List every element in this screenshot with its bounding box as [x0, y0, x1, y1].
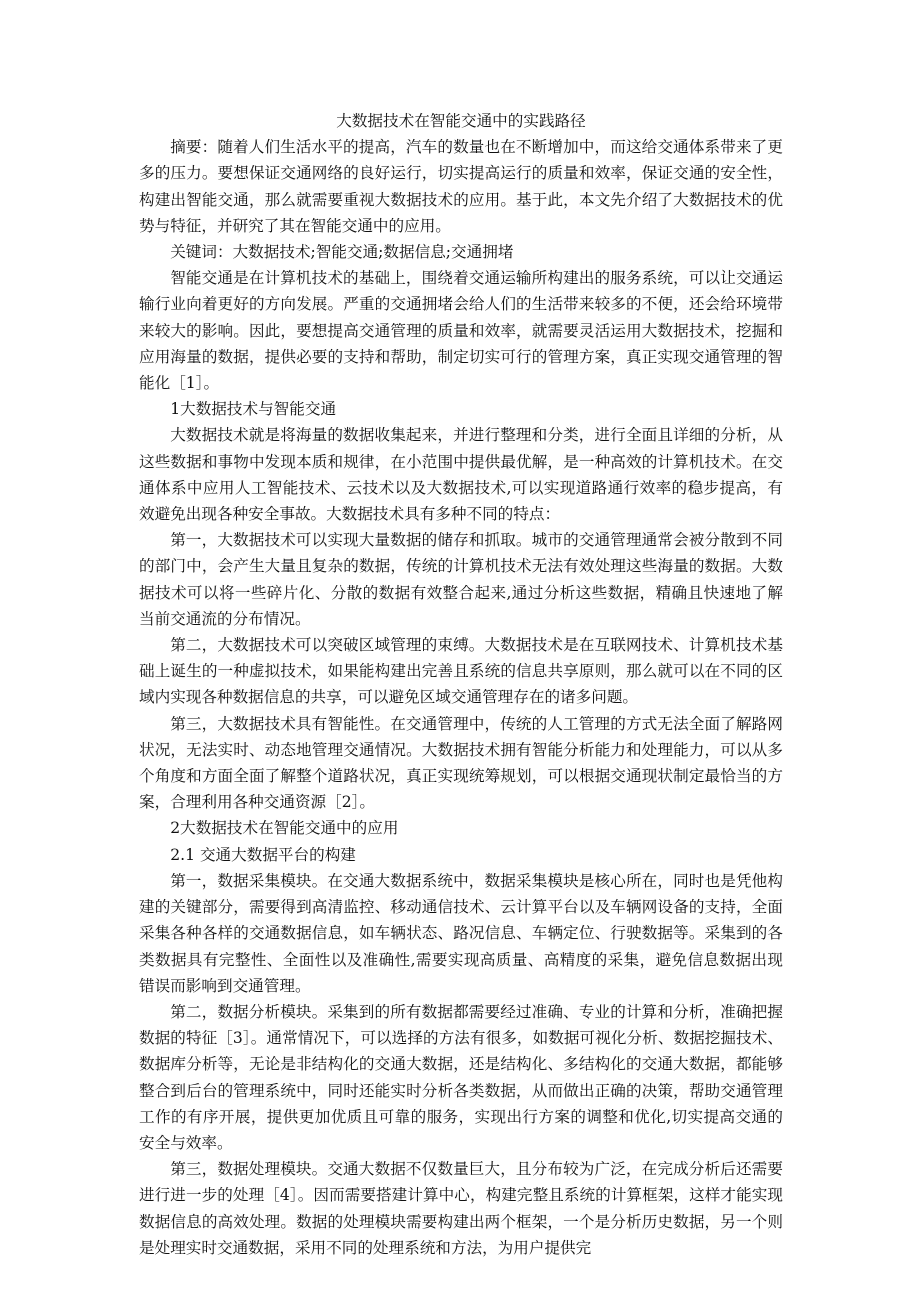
section-1-paragraph-1: 大数据技术就是将海量的数据收集起来，并进行整理和分类，进行全面且详细的分析，从这些数据和事物中发现本质和规律，在小范围中提供最优解，是一种高效的计算机技术。在交通体系中应用人工智能技术、云技术以及大数据技术,可以实现道路通行效率的稳步提高，有效避免出现各种安全事故。大数据技术具有多种不同的特点： — [139, 426, 783, 524]
document-title: 大数据技术在智能交通中的实践路径 — [336, 112, 586, 130]
abstract-paragraph: 摘要：随着人们生活水平的提高，汽车的数量也在不断增加中，而这给交通体系带来了更多的压力。要想保证交通网络的良好运行，切实提高运行的质量和效率，保证交通的安全性，构建出智能交通，那么就需要重视大数据技术的应用。基于此，本文先介绍了大数据技术的优势与特征，并研究了其在智能交通中的应用。 — [139, 138, 783, 235]
section-1-paragraph-2: 第一，大数据技术可以实现大量数据的储存和抓取。城市的交通管理通常会被分散到不同的部门中，会产生大量且复杂的数据，传统的计算机技术无法有效处理这些海量的数据。大数据技术可以将一些碎片化、分散的数据有效整合起来,通过分析这些数据，精确且快速地了解当前交通流的分布情况。 — [139, 531, 783, 628]
section-2-paragraph-1: 第一，数据采集模块。在交通大数据系统中，数据采集模块是核心所在，同时也是凭他构建的关键部分，需要得到高清监控、移动通信技术、云计算平台以及车辆网设备的支持，全面采集各种各样的交通数据信息，如车辆状态、路况信息、车辆定位、行驶数据等。采集到的各类数据具有完整性、全面性以及准确性,需要实现高质量、高精度的采集，避免信息数据出现错误而影响到交通管理。 — [139, 871, 783, 995]
document-page — [139, 108, 783, 1261]
section-1-heading: 1大数据技术与智能交通 — [170, 400, 337, 419]
section-2-1-heading: 2.1 交通大数据平台的构建 — [170, 845, 356, 864]
keywords-paragraph: 关键词：大数据技术;智能交通;数据信息;交通拥堵 — [170, 243, 514, 262]
intro-paragraph: 智能交通是在计算机技术的基础上，围绕着交通运输所构建出的服务系统，可以让交通运输行业向着更好的方向发展。严重的交通拥堵会给人们的生活带来较多的不便，还会给环境带来较大的影响。因此，要想提高交通管理的质量和效率，就需要灵活运用大数据技术，挖掘和应用海量的数据，提供必要的支持和帮助，制定切实可行的管理方案，真正实现交通管理的智能化［1］。 — [139, 269, 783, 393]
section-2-paragraph-3: 第三，数据处理模块。交通大数据不仅数量巨大，且分布较为广泛，在完成分析后还需要进行进一步的处理［4］。因而需要搭建计算中心，构建完整且系统的计算框架，这样才能实现数据信息的高效处理。数据的处理模块需要构建出两个框架，一个是分析历史数据，另一个则是处理实时交通数据，采用不同的处理系统和方法，为用户提供完 — [139, 1160, 783, 1257]
section-2-paragraph-2: 第二，数据分析模块。采集到的所有数据都需要经过准确、专业的计算和分析，准确把握数据的特征［3］。通常情况下，可以选择的方法有很多，如数据可视化分析、数据挖掘技术、数据库分析等，无论是非结构化的交通大数据，还是结构化、多结构化的交通大数据，都能够整合到后台的管理系统中，同时还能实时分析各类数据，从而做出正确的决策，帮助交通管理工作的有序开展，提供更加优质且可靠的服务，实现出行方案的调整和优化,切实提高交通的安全与效率。 — [139, 1002, 783, 1152]
section-2-heading: 2大数据技术在智能交通中的应用 — [170, 819, 399, 838]
section-1-paragraph-3: 第二，大数据技术可以突破区域管理的束缚。大数据技术是在互联网技术、计算机技术基础上诞生的一种虚拟技术，如果能构建出完善且系统的信息共享原则，那么就可以在不同的区域内实现各种数据信息的共享，可以避免区域交通管理存在的诸多问题。 — [139, 636, 783, 707]
section-1-paragraph-4: 第三，大数据技术具有智能性。在交通管理中，传统的人工管理的方式无法全面了解路网状况，无法实时、动态地管理交通情况。大数据技术拥有智能分析能力和处理能力，可以从多个角度和方面全面了解整个道路状况，真正实现统筹规划，可以根据交通现状制定最恰当的方案，合理利用各种交通资源［2］。 — [139, 714, 783, 812]
